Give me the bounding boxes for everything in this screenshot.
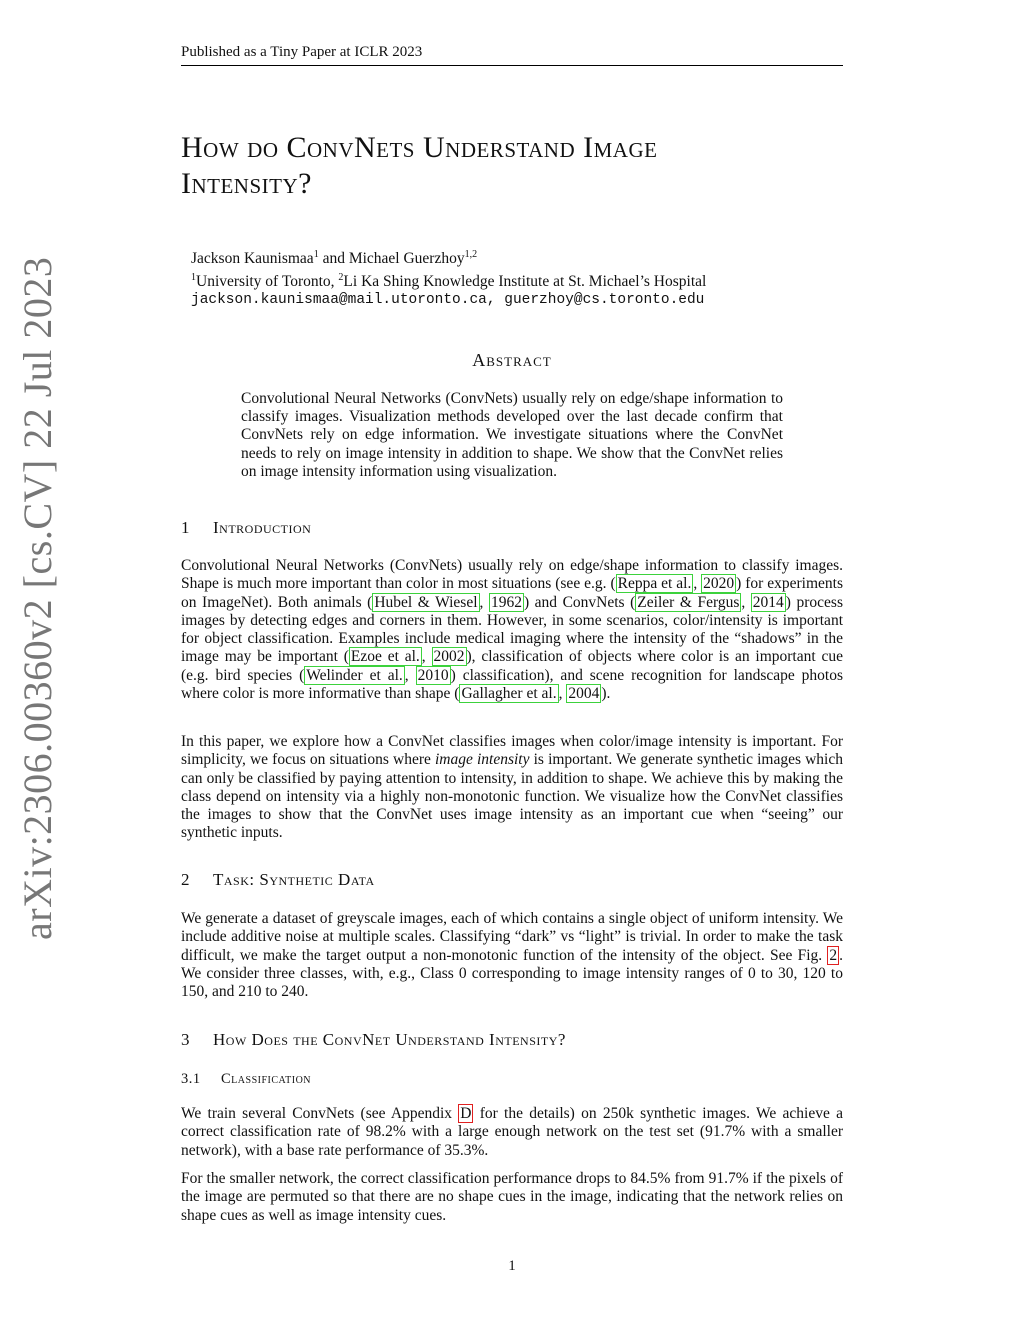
section-3-heading xyxy=(181,1030,566,1050)
section-2-heading xyxy=(181,870,375,890)
author-names xyxy=(191,245,891,268)
section-1-heading xyxy=(181,518,311,538)
citation-reppa-year[interactable]: 2020 xyxy=(703,575,735,593)
aff-1-sup: 1 xyxy=(191,272,196,284)
figure-reference-2[interactable]: 2 xyxy=(829,946,838,964)
citation-ezoe-year[interactable]: 2002 xyxy=(433,648,465,666)
section-title: Introduction xyxy=(213,518,312,537)
subsection-number: 3.1 xyxy=(181,1071,201,1087)
citation-gallagher[interactable]: Gallagher et al. xyxy=(461,685,557,703)
author-2: Michael Guerzhoy xyxy=(348,250,465,268)
paper-title xyxy=(181,130,821,202)
citation-hubel[interactable]: Hubel & Wiesel xyxy=(374,593,478,611)
section-number: 2 xyxy=(181,870,190,889)
running-header: Published as a Tiny Paper at ICLR 2023 xyxy=(181,44,843,66)
section-number: 1 xyxy=(181,518,190,537)
appendix-reference-d[interactable]: D xyxy=(460,1105,472,1122)
citation-zeiler[interactable]: Zeiler & Fergus xyxy=(637,593,740,611)
citation-gallagher-year[interactable]: 2004 xyxy=(568,685,600,703)
section-title: How Does the ConvNet Understand Intensity? xyxy=(213,1030,566,1049)
emphasis-image-intensity: image intensity xyxy=(434,751,530,769)
task-paragraph: We generate a dataset of greyscale images, each of which contains a single object of uniform intensity. We include additive noise at multiple scales. Classifying “dark” vs “light” is trivial. In order to make the task difficult, we make the target output a non-monotonic function of the intensity of the object. See Fig. 2 . We consider three classes, with, e.g., Class 0 corresponding to image intensity ranges of 0 to 30, 120 to 150, and 210 to 240. xyxy=(181,910,843,1001)
subsection-title: Classification xyxy=(221,1071,312,1087)
abstract-text: Convolutional Neural Networks (ConvNets) usually rely on edge/shape information to classify images. Visualization methods developed over the last decade confirm that ConvNets rely on edge information. We investigate situations where the ConvNet needs to rely on image intensity in addition to shape. We show that the ConvNet relies on image intensity information using visualization. xyxy=(241,390,783,480)
author-and: and xyxy=(318,250,349,268)
author-2-sup: 1,2 xyxy=(464,249,478,260)
affiliation-2: Li Ka Shing Knowledge Institute at St. Michael’s Hospital xyxy=(343,273,707,291)
author-1-sup: 1 xyxy=(313,249,319,260)
section-number: 3 xyxy=(181,1030,190,1049)
intro-paragraph-2: In this paper, we explore how a ConvNet classifies images when color/image intensity is important. For simplicity, we focus on situations where image intensity is important. We generate synthetic images which can only be classified by paying attention to intensity, in addition to shape. We achieve this by making the class depend on intensity via a highly non-monotonic function. We visualize how the ConvNet classifies the images to show that the ConvNet uses image intensity as an important cue when “seeing” our synthetic inputs. xyxy=(181,733,843,842)
author-1: Jackson Kaunismaa xyxy=(191,250,314,268)
author-emails[interactable]: jackson.kaunismaa@mail.utoronto.ca, guerzhoy@cs.toronto.edu xyxy=(191,292,705,309)
citation-welinder[interactable]: Welinder et al. xyxy=(306,666,403,684)
citation-welinder-year[interactable]: 2010 xyxy=(417,666,449,684)
citation-zeiler-year[interactable]: 2014 xyxy=(752,593,784,611)
intro-paragraph-1: Convolutional Neural Networks (ConvNets) usually rely on edge/shape information to classify images. Shape is much more important than color in most situations (see e.g. ( Reppa et al. , 2020 ) for experiments on ImageNet). Both animals ( Hubel & Wiesel , 1962 ) and ConvNets ( Zeiler & Fergus , 2014 ) process images by detecting edges and corners in them. However, in some scenarios, color/intensity is important for object classification. Examples include medical imaging where the intensity of the “shadows” in the image may be important ( Ezoe et al. , 2002 ), classification of objects where color is an important cue (e.g. bird species ( Welinder et al. , 2010 ) classification), and scene recognition for landscape photos where color is more informative than shape ( Gallagher et al. , 2004 ). xyxy=(181,557,844,703)
affiliation-1: University of Toronto, xyxy=(196,273,339,291)
arxiv-identifier: arXiv:2306.00360v2 [cs.CV] 22 Jul 2023 xyxy=(15,256,60,940)
classification-paragraph-1: We train several ConvNets (see Appendix D for the details) on 250k synthetic images. We achieve a correct classification rate of 98.2% with a large enough network on the test set (91.7% with a smaller network), with a base rate performance of 35.3%. xyxy=(181,1105,843,1159)
aff-2-sup: 2 xyxy=(338,272,344,284)
section-title: Task: Synthetic Data xyxy=(213,870,375,889)
title-line-1: How do ConvNets Understand Image xyxy=(181,131,658,164)
author-block xyxy=(191,245,891,310)
citation-hubel-year[interactable]: 1962 xyxy=(490,593,522,611)
citation-ezoe[interactable]: Ezoe et al. xyxy=(350,648,420,666)
citation-reppa[interactable]: Reppa et al. xyxy=(617,575,692,593)
classification-paragraph-2: For the smaller network, the correct classification performance drops to 84.5% from 91.7% if the pixels of the image are permuted so that there are no shape cues in the image, indicating that the network relies on shape cues as well as image intensity cues. xyxy=(181,1170,843,1224)
abstract-heading: Abstract xyxy=(472,350,552,370)
subsection-3-1-heading xyxy=(181,1071,311,1088)
page-number: 1 xyxy=(508,1258,516,1274)
affiliations xyxy=(191,268,891,291)
title-line-2: Intensity? xyxy=(181,167,312,200)
